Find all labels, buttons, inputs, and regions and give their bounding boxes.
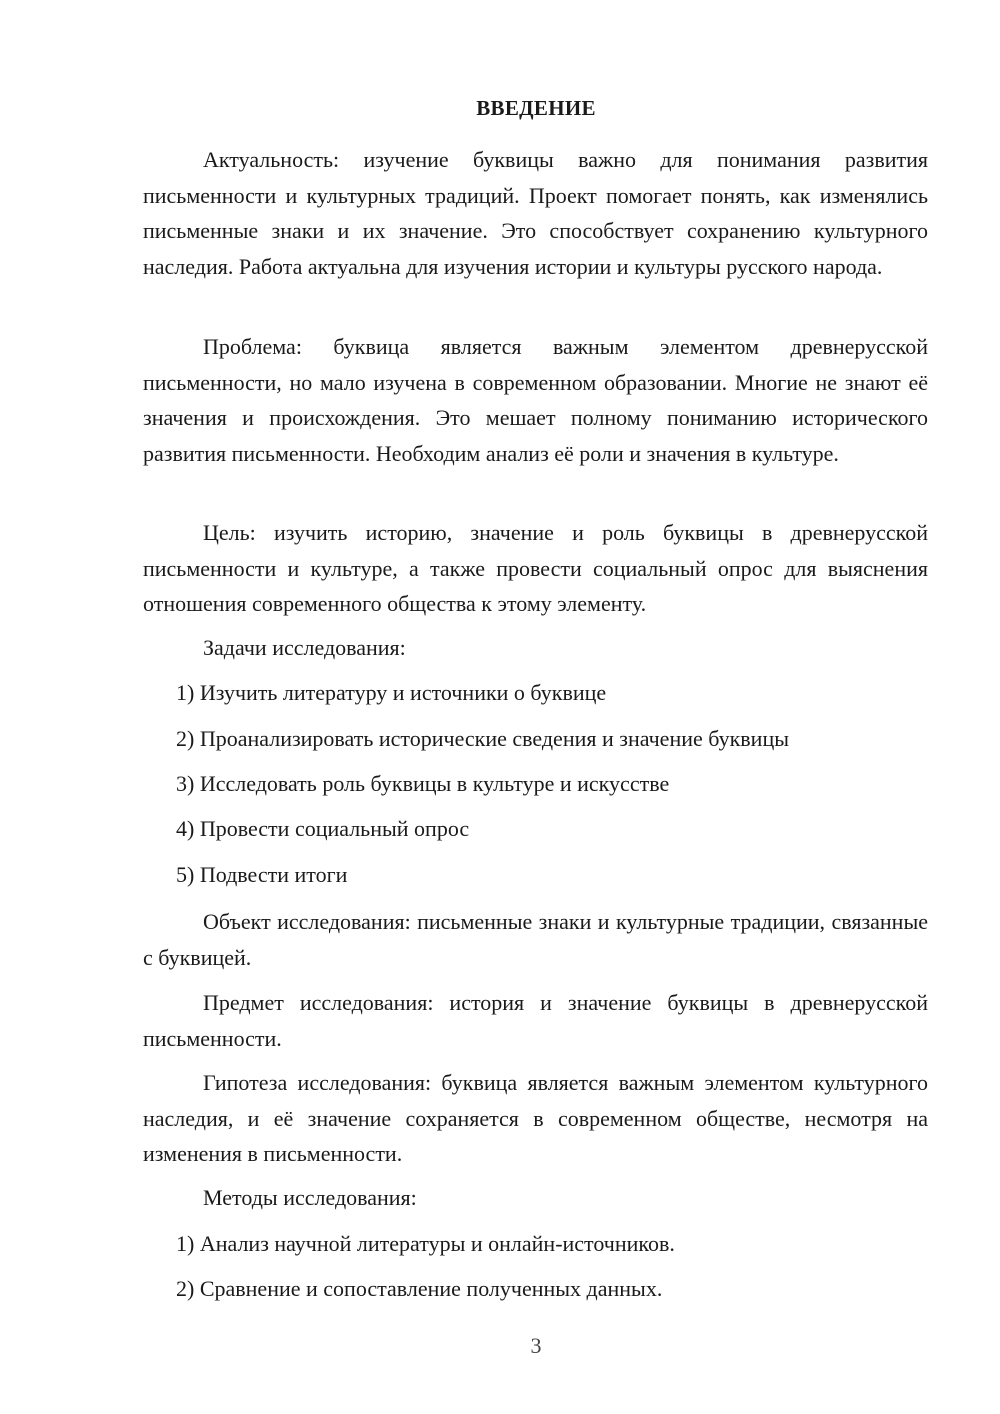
task-item-4: 4) Провести социальный опрос (176, 816, 470, 841)
paragraph-object: Объект исследования: письменные знаки и культурные традиции, связанные с буквицей. (143, 909, 928, 970)
task-item-3: 3) Исследовать роль буквицы в культуре и искусстве (176, 771, 670, 796)
tasks-heading: Задачи исследования: (203, 635, 406, 660)
task-item-2: 2) Проанализировать исторические сведения и значение буквицы (176, 726, 790, 751)
page-number: 3 (530, 1333, 542, 1358)
paragraph-hypothesis: Гипотеза исследования: буквица является важным элементом культурного наследия, и её значение сохраняется в современном обществе, несмотря на изменения в письменности. (143, 1070, 928, 1166)
method-item-1: 1) Анализ научной литературы и онлайн-источников. (176, 1231, 675, 1256)
paragraph-actuality: Актуальность: изучение буквицы важно для понимания развития письменности и культурных традиций. Проект помогает понять, как изменялись письменные знаки и их значение. Это способствует сохранению культурного наследия. Работа актуальна для изучения истории и культуры русского народа. (143, 147, 928, 279)
paragraph-subject: Предмет исследования: история и значение буквицы в древнерусской письменности. (143, 990, 928, 1051)
task-item-5: 5) Подвести итоги (176, 862, 348, 887)
paragraph-goal: Цель: изучить историю, значение и роль буквицы в древнерусской письменности и культуре, а также провести социальный опрос для выяснения отношения современного общества к этому элементу. (143, 520, 928, 616)
page-title: ВВЕДЕНИЕ (476, 96, 596, 120)
task-item-1: 1) Изучить литературу и источники о буквице (176, 680, 607, 705)
method-item-2: 2) Сравнение и сопоставление полученных данных. (176, 1276, 663, 1301)
methods-heading: Методы исследования: (203, 1185, 417, 1210)
paragraph-problem: Проблема: буквица является важным элементом древнерусской письменности, но мало изучена в современном образовании. Многие не знают её значения и происхождения. Это мешает полному пониманию исторического развития письменности. Необходим анализ её роли и значения в культуре. (143, 334, 928, 466)
